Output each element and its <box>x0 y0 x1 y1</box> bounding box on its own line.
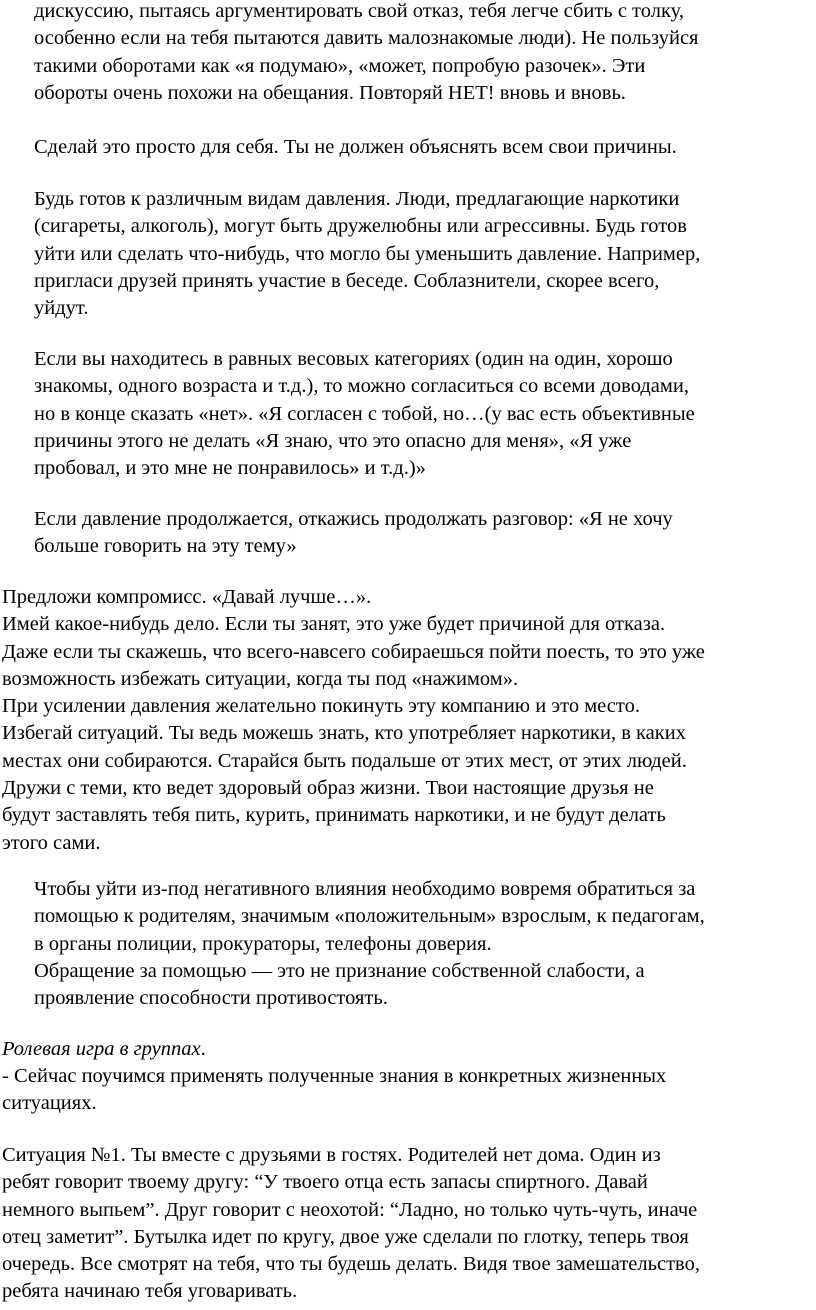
text-line: Избегай ситуаций. Ты ведь можешь знать, кто употребляет наркотики, в каких <box>2 722 686 745</box>
text-line: но в конце сказать «нет». «Я согласен с тобой, но…(у вас есть объективные <box>34 402 695 425</box>
text-line: дискуссию, пытаясь аргументировать свой отказ, тебя легче сбить с толку, <box>34 0 684 22</box>
text-line: отец заметит”. Бутылка идет по кругу, двое уже сделали по глотку, теперь твоя <box>2 1225 689 1248</box>
text-line: ситуациях. <box>2 1092 97 1115</box>
text-line: больше говорить на эту тему» <box>34 535 297 558</box>
text-line: Дружи с теми, кто ведет здоровый образ жизни. Твои настоящие друзья не <box>2 777 654 800</box>
text-line: очередь. Все смотрят на тебя, что ты будешь делать. Видя твое замешательство, <box>2 1253 700 1276</box>
heading-line <box>2 1036 814 1063</box>
text-line: ребят говорит твоему другу: “У твоего отца есть запасы спиртного. Давай <box>2 1171 648 1194</box>
text-line: знакомы, одного возраста и т.д.), то можно согласиться со всеми доводами, <box>34 375 689 398</box>
text-line: этого сами. <box>2 831 101 854</box>
text-line: Обращение за помощью — это не признание собственной слабости, а <box>34 959 645 982</box>
paragraph-stop-conversation <box>34 506 814 561</box>
text-line: возможность избежать ситуации, когда ты под «нажимом». <box>2 667 519 690</box>
text-line: При усилении давления желательно покинуть эту компанию и это место. <box>2 695 640 718</box>
paragraph-pressure <box>34 186 814 322</box>
text-line: обороты очень похожи на обещания. Повторяй НЕТ! вновь и вновь. <box>34 81 626 104</box>
heading-italic-text: Ролевая игра в группах <box>2 1038 201 1060</box>
text-line: причины этого не делать «Я знаю, что это опасно для меня», «Я уже <box>34 429 632 452</box>
text-line: Чтобы уйти из-под негативного влияния необходимо вовремя обратиться за <box>34 878 696 900</box>
paragraph-seek-help <box>34 876 814 1012</box>
text-line: ребята начинаю тебя уговаривать. <box>2 1280 298 1303</box>
paragraph-equal-categories <box>34 346 814 482</box>
text-line: Если вы находитесь в равных весовых категориях (один на один, хорошо <box>34 348 673 370</box>
text-line: Имей какое-нибудь дело. Если ты занят, это уже будет причиной для отказа. <box>2 613 666 636</box>
text-line: помощью к родителям, значимым «положительным» взрослым, к педагогам, <box>34 905 705 928</box>
text-line: в органы полиции, прокураторы, телефоны доверия. <box>34 932 492 955</box>
text-line: будут заставлять тебя пить, курить, принимать наркотики, и не будут делать <box>2 804 666 827</box>
text-line: местах они собираются. Старайся быть подальше от этих мест, от этих людей. <box>2 749 687 772</box>
role-play-heading <box>2 1036 814 1063</box>
text-line: пригласи друзей принять участие в беседе. Соблазнители, скорее всего, <box>34 269 660 292</box>
text-line: проявление способности противостоять. <box>34 987 388 1010</box>
text-line: немного выпьем”. Друг говорит с неохотой: “Ладно, но только чуть-чуть, иначе <box>2 1198 698 1221</box>
text-line: уйти или сделать что-нибудь, что могло бы уменьшить давление. Например, <box>34 242 701 265</box>
text-line: - Сейчас поучимся применять полученные знания в конкретных жизненных <box>2 1065 667 1087</box>
paragraph-do-it-for-yourself <box>34 134 814 161</box>
text-line: пробовал, и это мне не понравилось» и т.д.)» <box>34 457 426 480</box>
text-line: особенно если на тебя пытаются давить малознакомые люди). Не пользуйся <box>34 27 699 50</box>
paragraph-situation-1 <box>2 1142 814 1306</box>
paragraph-role-play-intro <box>2 1063 814 1118</box>
paragraph-compromise <box>2 584 814 857</box>
text-line: уйдут. <box>34 297 89 320</box>
paragraph-refusal-tips <box>34 0 814 107</box>
text-line: Даже если ты скажешь, что всего-навсего собираешься пойти поесть, то это уже <box>2 640 705 663</box>
text-line: Если давление продолжается, откажись продолжать разговор: «Я не хочу <box>34 508 673 530</box>
text-line: (сигареты, алкоголь), могут быть дружелюбны или агрессивны. Будь готов <box>34 215 687 238</box>
text-line: Будь готов к различным видам давления. Люди, предлагающие наркотики <box>34 188 680 210</box>
heading-suffix: . <box>200 1038 206 1060</box>
text-line: Предложи компромисс. «Давай лучше…». <box>2 586 372 608</box>
text-line: Сделай это просто для себя. Ты не должен объяснять всем свои причины. <box>34 136 677 158</box>
text-line: Ситуация №1. Ты вместе с друзьями в гостях. Родителей нет дома. Один из <box>2 1144 661 1166</box>
text-line: такими оборотами как «я подумаю», «может, попробую разочек». Эти <box>34 54 646 77</box>
